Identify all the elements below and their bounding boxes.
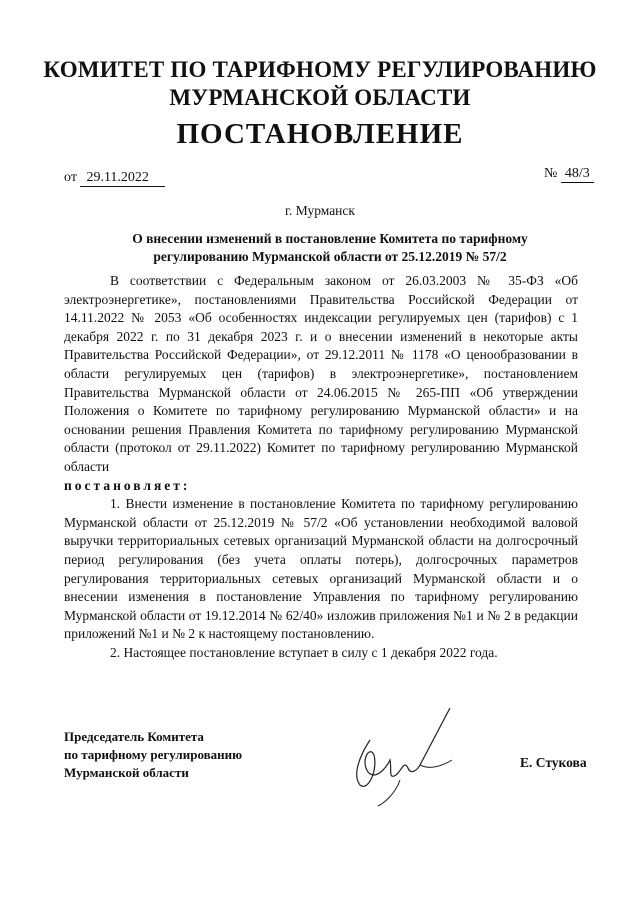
preamble-paragraph: В соответствии с Федеральным законом от 26.03.2003 № 35-ФЗ «Об электроэнергетике», постановлениями Правительства Российской Федерации от 14.11.2022 № 2053 «Об особенностях индексации регулируемых цен (тарифов) с 1 декабря 2022 г. по 31 декабря 2023 г. и о внесении изменений в некоторые акты Правительства Российской Федерации», от 29.12.2011 № 1178 «О ценообразовании в области регулируемых цен (тарифов) в электроэнергетике», постановлением Правительства Мурманской области от 24.06.2015 № 265-ПП «Об утверждении Положения о Комитете по тарифному регулированию Мурманской области» и на основании решения Правления Комитета по тарифному регулированию Мурманской области (протокол от 29.11.2022) Комитет по тарифному регулированию Мурманской области bbox=[64, 273, 578, 474]
signatory-title-line-3: Мурманской области bbox=[64, 765, 189, 780]
signatory-title-line-2: по тарифному регулированию bbox=[64, 747, 243, 762]
document-date bbox=[64, 170, 165, 187]
date-prefix: от bbox=[64, 170, 77, 185]
number-value: 48/3 bbox=[561, 166, 594, 183]
handwritten-signature bbox=[330, 700, 460, 810]
item-1-paragraph: 1. Внести изменение в постановление Комитета по тарифному регулированию Мурманской области от 25.12.2019 № 57/2 «Об установлении необходимой валовой выручки территориальных сетевых организаций Мурманской области на долгосрочный период регулирования (без учета оплаты потерь), долгосрочных параметров регулирования территориальных сетевых организаций Мурманской области и о внесении изменения в постановление Управления по тарифному регулированию Мурманской области от 19.12.2014 № 62/40» изложив приложения №1 и № 2 в редакции приложений №1 и № 2 к настоящему постановлению. bbox=[64, 496, 578, 642]
document-body bbox=[64, 272, 578, 662]
number-prefix: № bbox=[544, 166, 558, 181]
organization-title bbox=[0, 56, 640, 112]
city: г. Мурманск bbox=[285, 203, 355, 218]
org-line-1: КОМИТЕТ ПО ТАРИФНОМУ РЕГУЛИРОВАНИЮ bbox=[43, 57, 597, 82]
org-line-2: МУРМАНСКОЙ ОБЛАСТИ bbox=[169, 85, 471, 110]
date-value: 29.11.2022 bbox=[80, 170, 164, 187]
subject-line-1: О внесении изменений в постановление Комитета по тарифному bbox=[132, 231, 528, 246]
resolves-word: постановляет: bbox=[64, 477, 191, 493]
document-number bbox=[544, 166, 594, 183]
signatory-name: Е. Стукова bbox=[520, 755, 587, 770]
signatory-title-line-1: Председатель Комитета bbox=[64, 729, 204, 744]
item-2-paragraph: 2. Настоящее постановление вступает в силу с 1 декабря 2022 года. bbox=[110, 644, 498, 660]
document-type-heading: ПОСТАНОВЛЕНИЕ bbox=[176, 118, 464, 150]
document-subject bbox=[90, 230, 570, 266]
signatory-title bbox=[64, 728, 242, 782]
subject-line-2: регулированию Мурманской области от 25.12.2019 № 57/2 bbox=[153, 249, 507, 264]
